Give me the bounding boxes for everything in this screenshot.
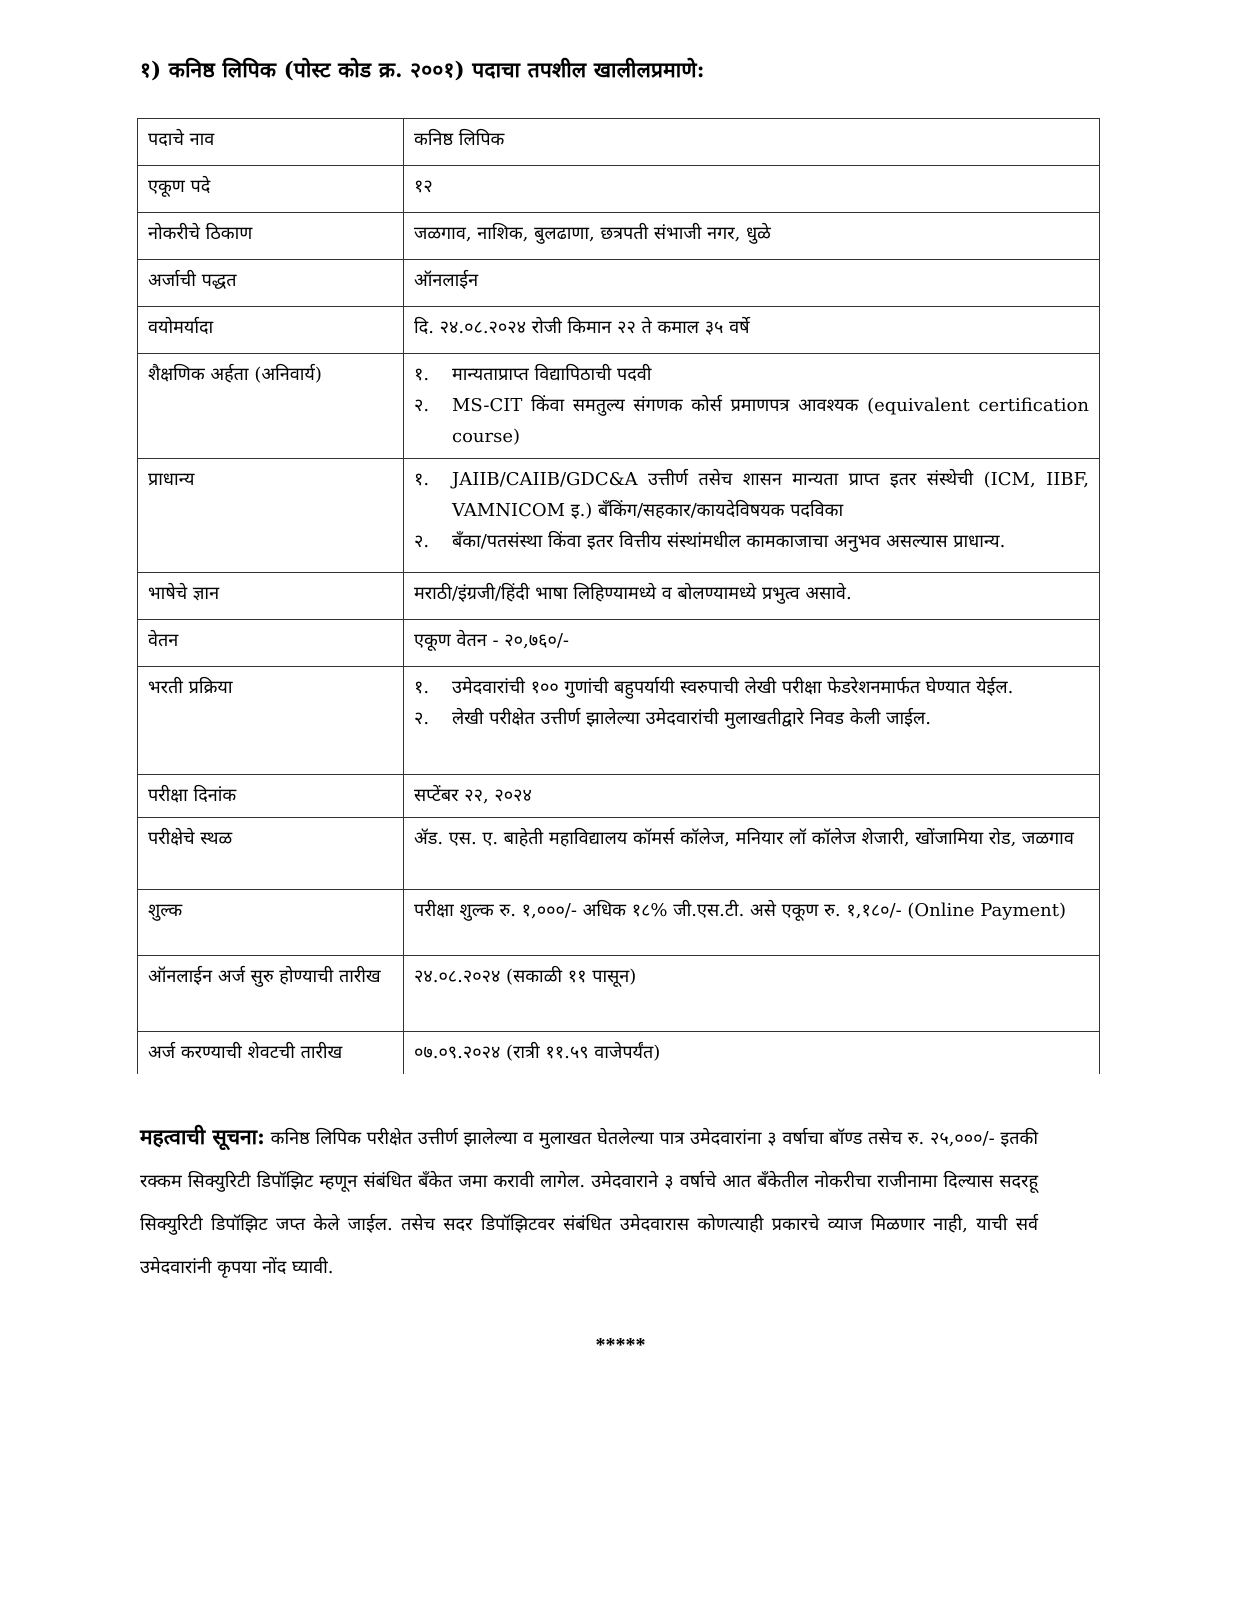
row-label: प्राधान्य — [138, 459, 404, 573]
list-item — [414, 703, 1089, 734]
row-label: परीक्षा दिनांक — [138, 775, 404, 818]
row-value — [404, 459, 1100, 573]
row-label: अर्ज करण्याची शेवटची तारीख — [138, 1032, 404, 1075]
row-value — [404, 667, 1100, 775]
value-list — [414, 359, 1089, 452]
row-label: भरती प्रक्रिया — [138, 667, 404, 775]
value-list — [414, 672, 1089, 734]
row-label: परीक्षेचे स्थळ — [138, 818, 404, 890]
table-row — [138, 166, 1100, 213]
table-row — [138, 459, 1100, 573]
row-value: दि. २४.०८.२०२४ रोजी किमान २२ ते कमाल ३५ वर्षे — [404, 307, 1100, 354]
list-item-number: २. — [414, 531, 430, 552]
list-item-number: २. — [414, 395, 430, 416]
list-item-text: लेखी परीक्षेत उत्तीर्ण झालेल्या उमेदवारांची मुलाखतीद्वारे निवड केली जाईल. — [452, 708, 931, 729]
row-value: ॲड. एस. ए. बाहेती महाविद्यालय कॉमर्स कॉलेज, मनियार लॉ कॉलेज शेजारी, खोंजामिया रोड, जळगाव — [404, 818, 1100, 890]
list-item-text: MS-CIT किंवा समतुल्य संगणक कोर्स प्रमाणपत्र आवश्यक (equivalent certification course) — [452, 395, 1089, 447]
row-label: पदाचे नाव — [138, 119, 404, 166]
post-details-body — [138, 119, 1100, 1075]
list-item-text: JAIIB/CAIIB/GDC&A उत्तीर्ण तसेच शासन मान्यता प्राप्त इतर संस्थेची (ICM, IIBF, VAMNICOM इ.) बँकिंग/सहकार/कायदेविषयक पदविका — [452, 469, 1089, 521]
end-mark: ***** — [595, 1334, 646, 1356]
row-label: भाषेचे ज्ञान — [138, 573, 404, 620]
table-row — [138, 890, 1100, 956]
table-row — [138, 354, 1100, 459]
list-item-number: १. — [414, 677, 430, 698]
page-heading: १) कनिष्ठ लिपिक (पोस्ट कोड क्र. २००१) पदाचा तपशील खालीलप्रमाणे: — [140, 57, 705, 82]
table-row — [138, 213, 1100, 260]
important-notice — [140, 1115, 1038, 1289]
table-row — [138, 119, 1100, 166]
list-item-text: उमेदवारांची १०० गुणांची बहुपर्यायी स्वरुपाची लेखी परीक्षा फेडरेशनमार्फत घेण्यात येईल. — [452, 677, 1014, 698]
list-item — [414, 672, 1089, 703]
row-value: २४.०८.२०२४ (सकाळी ११ पासून) — [404, 956, 1100, 1032]
row-value — [404, 354, 1100, 459]
row-label: शुल्क — [138, 890, 404, 956]
row-label: ऑनलाईन अर्ज सुरु होण्याची तारीख — [138, 956, 404, 1032]
table-row — [138, 573, 1100, 620]
list-item-text: बँका/पतसंस्था किंवा इतर वित्तीय संस्थांमधील कामकाजाचा अनुभव असल्यास प्राधान्य. — [452, 531, 1006, 552]
table-row — [138, 667, 1100, 775]
list-item-text: मान्यताप्राप्त विद्यापिठाची पदवी — [452, 364, 652, 385]
post-details-table — [137, 118, 1100, 1074]
table-row — [138, 775, 1100, 818]
list-item — [414, 526, 1089, 557]
row-value: १२ — [404, 166, 1100, 213]
row-label: वेतन — [138, 620, 404, 667]
table-row — [138, 260, 1100, 307]
table-row — [138, 620, 1100, 667]
notice-text: कनिष्ठ लिपिक परीक्षेत उत्तीर्ण झालेल्या व मुलाखत घेतलेल्या पात्र उमेदवारांना ३ वर्षाचा बॉण्ड तसेच रु. २५,०००/- इतकी रक्कम सिक्युरिटी डिपॉझिट म्हणून संबंधित बँकेत जमा करावी लागेल. उमेदवाराने ३ वर्षाचे आत बँकेतील नोकरीचा राजीनामा दिल्यास सदरहू सिक्युरिटी डिपॉझिट जप्त केले जाईल. तसेच सदर डिपॉझिटवर संबंधित उमेदवारास कोणत्याही प्रकारचे व्याज मिळणार नाही, याची सर्व उमेदवारांनी कृपया नोंद घ्यावी. — [140, 1128, 1038, 1278]
row-value: सप्टेंबर २२, २०२४ — [404, 775, 1100, 818]
row-value: परीक्षा शुल्क रु. १,०००/- अधिक १८% जी.एस.टी. असे एकूण रु. १,१८०/- (Online Payment) — [404, 890, 1100, 956]
table-row — [138, 818, 1100, 890]
row-label: अर्जाची पद्धत — [138, 260, 404, 307]
row-value: कनिष्ठ लिपिक — [404, 119, 1100, 166]
row-label: एकूण पदे — [138, 166, 404, 213]
list-item — [414, 464, 1089, 526]
row-value: जळगाव, नाशिक, बुलढाणा, छत्रपती संभाजी नगर, धुळे — [404, 213, 1100, 260]
row-label: वयोमर्यादा — [138, 307, 404, 354]
notice-title: महत्वाची सूचना: — [140, 1124, 265, 1149]
list-item — [414, 359, 1089, 390]
row-label: शैक्षणिक अर्हता (अनिवार्य) — [138, 354, 404, 459]
value-list — [414, 464, 1089, 557]
row-value: मराठी/इंग्रजी/हिंदी भाषा लिहिण्यामध्ये व बोलण्यामध्ये प्रभुत्व असावे. — [404, 573, 1100, 620]
table-row — [138, 956, 1100, 1032]
list-item-number: १. — [414, 469, 430, 490]
row-value: ०७.०९.२०२४ (रात्री ११.५९ वाजेपर्यंत) — [404, 1032, 1100, 1075]
list-item-number: १. — [414, 364, 430, 385]
row-value: एकूण वेतन - २०,७६०/- — [404, 620, 1100, 667]
table-row — [138, 1032, 1100, 1075]
table-row — [138, 307, 1100, 354]
row-label: नोकरीचे ठिकाण — [138, 213, 404, 260]
list-item — [414, 390, 1089, 452]
row-value: ऑनलाईन — [404, 260, 1100, 307]
list-item-number: २. — [414, 708, 430, 729]
